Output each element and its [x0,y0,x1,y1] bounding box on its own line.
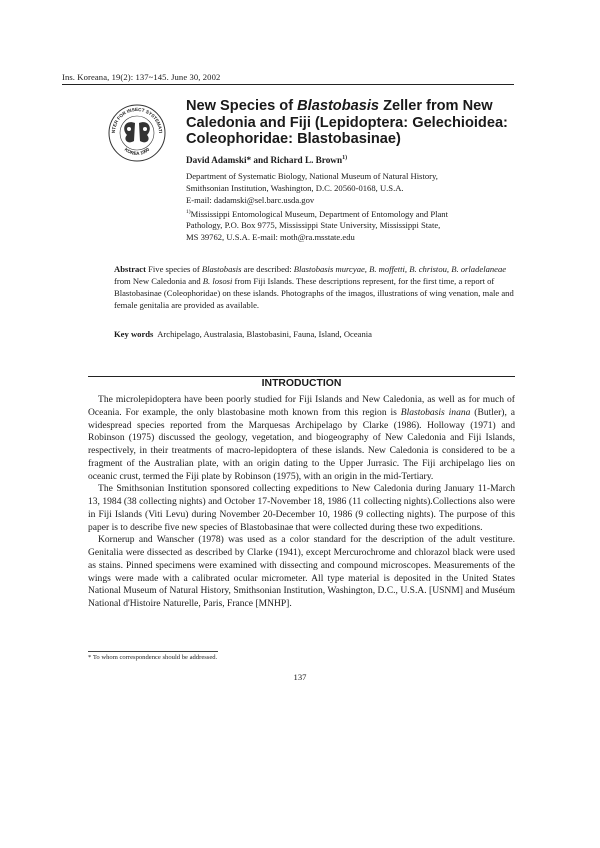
keywords-text: Archipelago, Australasia, Blastobasini, Fauna, Island, Oceania [153,329,372,339]
article-title [186,98,516,148]
intro-paragraph-2: The Smithsonian Institution sponsored collecting expeditions to New Caledonia during January 11-March 13, 1984 (38 collecting nights) and October 17-November 18, 1986 (11 collecting nights).Collections also were in Fiji Islands (Viti Levu) during November 20-December 10, 1986 (9 collecting nights). The purpose of this paper is to describe five new species of Blastobasinae that were collected during these two expeditions. [88,483,515,533]
intro-p1-text-a: The microlepidoptera have been poorly studied for Fiji Islands and New Caledonia, as well as for much of Oceania. For example, the only blastobasine moth known from this region is [88,394,515,418]
footnote-rule [88,651,218,652]
intro-paragraph-1 [88,394,515,483]
affiliation-line-2: Smithsonian Institution, Washington, D.C. 20560-0168, U.S.A. [186,182,404,193]
intro-p1-text-b: (Butler), a widespread species reported from the Marquesas Archipelago by Clarke (1986). Holloway (1971) and Robinson (1975) discussed the geology, vegetation, and biogeography of New Caledonia and Fiji Islands, respectively, in their treatments of macro-lepidoptera of these islands. New Caledonia is considered to be a fragment of the Australian plate, with an origin dating to the Upper Jurrasic. The Fiji archipelago lies on oceanic crust, termed the Fiji plate by Robinson (1975), with an origin in the mid-Tertiary. [88,406,515,482]
introduction-body [88,394,515,611]
affiliation-2-line-3: MS 39762, U.S.A. E-mail: moth@ra.msstate.edu [186,232,355,243]
keywords [114,329,514,339]
title-part-1: New Species of [186,98,298,114]
svg-text:KOREA 1990 [124,146,151,156]
intro-paragraph-3: Kornerup and Wanscher (1978) was used as a color standard for the description of the adult vestiture. Genitalia were dissected as described by Clarke (1941), except Mercurochrome and chlorazol black were used as stains. Pinned specimens were examined with dissecting and compound microscopes. Measurements of the wings were made with a calibrated ocular micrometer. All type material is deposited in the United States National Museum of Natural History, Smithsonian Institution, Washington, D.C., U.S.A. [USNM] and Muséum National d'Histoire Naturelle, Paris, France [MNHP]. [88,534,515,609]
svg-text:CENTER FOR INSECT SYSTEMATICS [107,103,163,133]
abstract-genus: Blastobasis [201,264,242,274]
logo-text-top: NTER FOR INSECT SYSTEMATI [110,106,164,134]
abstract [114,264,514,312]
affiliation-2-line-1 [186,207,516,221]
abstract-text-3: from New Caledonia and [114,275,203,286]
footnote: * To whom correspondence should be addressed. [88,654,218,661]
logo-text-bottom: KOREA 1990 [123,146,151,157]
page-number: 137 [293,672,307,682]
abstract-text-1: Five species of [145,264,202,274]
affiliation-line-1: Department of Systematic Biology, National Museum of Natural History, [186,171,438,181]
abstract-species-fiji: B. lososi [202,275,233,286]
intro-p1-species: Blastobasis inana [400,406,471,418]
affiliation-2-text-1: Mississippi Entomological Museum, Department of Entomology and Plant [190,208,448,219]
header-rule [62,84,514,85]
abstract-label: Abstract [114,264,146,274]
society-logo [107,103,167,163]
affiliations [186,171,516,244]
affiliation-2-line-2: Pathology, P.O. Box 9775, Mississippi State University, Mississippi State, [186,220,441,231]
journal-citation: Ins. Koreana, 19(2): 137~145. June 30, 2002 [62,72,221,82]
moth-emblem-icon [124,122,150,142]
author-line [186,155,347,165]
author-sup: 1) [342,155,348,161]
affiliation-email: E-mail: dadamski@sel.barc.usda.gov [186,194,315,205]
affiliation-2-sup: 1) [186,208,191,215]
authors: David Adamski* and Richard L. Brown [186,155,343,166]
section-heading-introduction: INTRODUCTION [261,378,342,389]
title-genus: Blastobasis [297,98,380,114]
abstract-text-2: are described: [241,264,294,274]
title-part-2: Zeller from New Caledonia and Fiji (Lepidoptera: Gelechioidea: Coleophoridae: Blastobasinae) [186,98,508,148]
abstract-species-list: Blastobasis murcyae, B. moffetti, B. christou, B. orladelaneae [293,264,507,274]
section-rule [88,376,515,377]
abstract-text-4: from Fiji Islands. These descriptions represent, for the first time, a report of Blastobasinae (Coleophoridae) on these islands. Photographs of the imagos, illustrations of wing venation, male and female genitalia are provided as available. [114,275,514,310]
keywords-label: Key words [114,329,154,339]
